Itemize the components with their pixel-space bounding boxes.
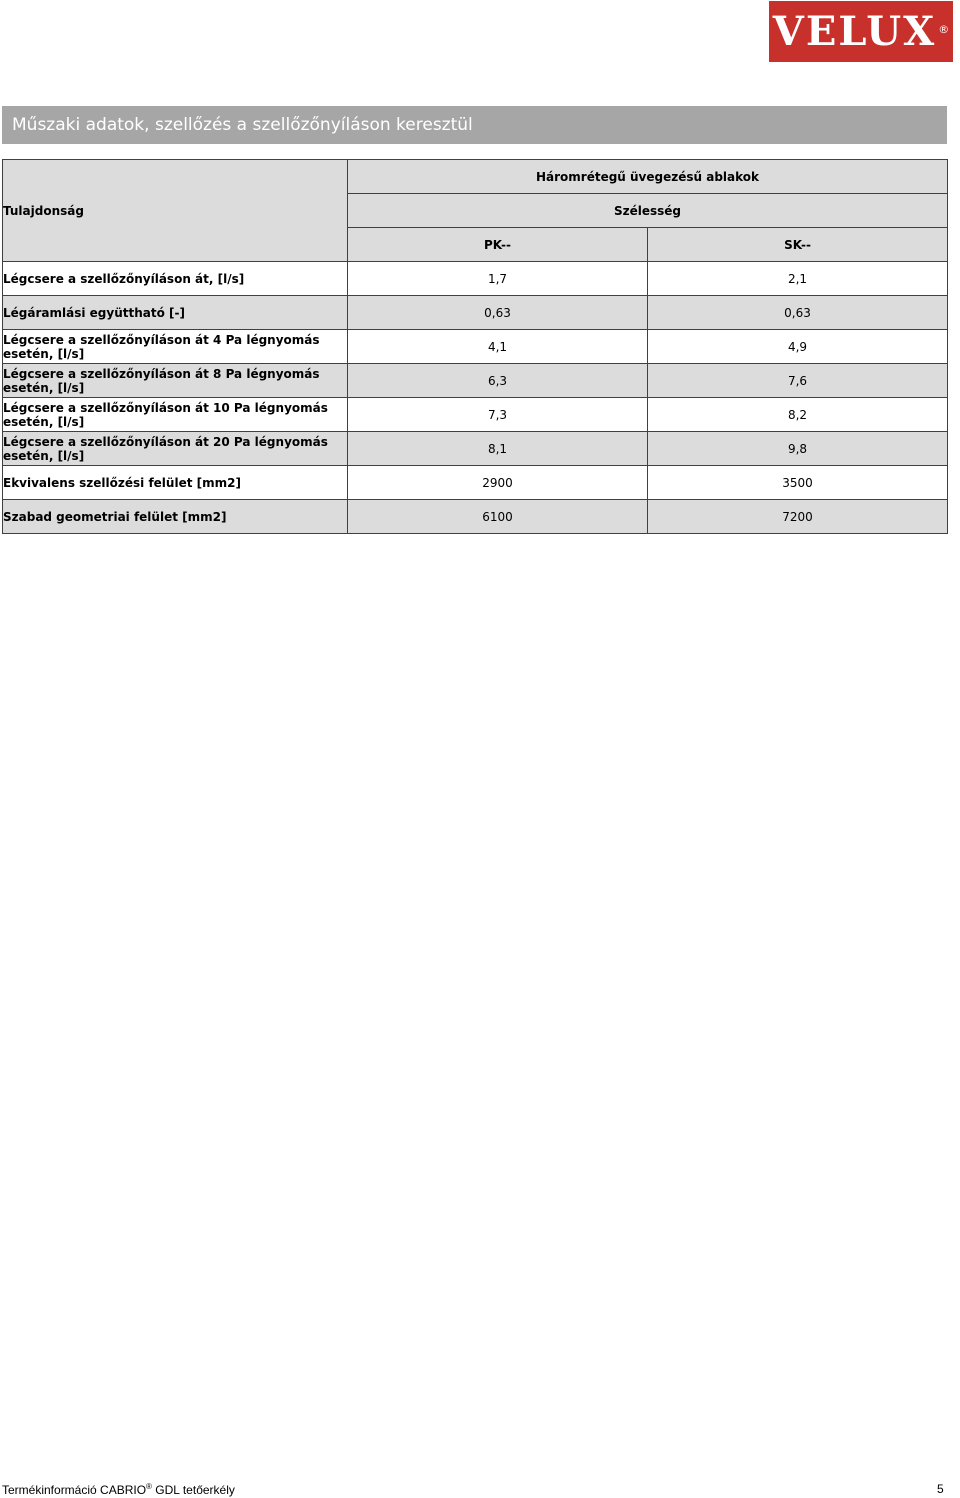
row-label: Ekvivalens szellőzési felület [mm2]: [3, 466, 348, 500]
section-title-bar: [2, 106, 947, 144]
cell-pk: 2900: [348, 466, 648, 500]
row-label: Légcsere a szellőzőnyíláson át 4 Pa légnyomás esetén, [l/s]: [3, 330, 348, 364]
cell-sk: 8,2: [648, 398, 948, 432]
footer-product-prefix: Termékinformáció CABRIO: [2, 1483, 147, 1497]
table-row: [3, 398, 948, 432]
spec-table: [2, 159, 948, 534]
cell-sk: 2,1: [648, 262, 948, 296]
cell-sk: 7,6: [648, 364, 948, 398]
cell-pk: 0,63: [348, 296, 648, 330]
page-number: 5: [937, 1482, 944, 1496]
table-row: [3, 466, 948, 500]
cell-pk: 6,3: [348, 364, 648, 398]
group-header: Háromrétegű üvegezésű ablakok: [348, 160, 948, 194]
footer-product-suffix: GDL tetőerkély: [151, 1483, 235, 1497]
cell-sk: 3500: [648, 466, 948, 500]
row-label: Légcsere a szellőzőnyíláson át, [l/s]: [3, 262, 348, 296]
row-label: Szabad geometriai felület [mm2]: [3, 500, 348, 534]
velux-logo: [769, 1, 953, 62]
cell-sk: 9,8: [648, 432, 948, 466]
table-row: [3, 296, 948, 330]
footer-product: [2, 1482, 235, 1497]
row-label: Légcsere a szellőzőnyíláson át 20 Pa légnyomás esetén, [l/s]: [3, 432, 348, 466]
row-label: Légcsere a szellőzőnyíláson át 8 Pa légnyomás esetén, [l/s]: [3, 364, 348, 398]
row-label: Légcsere a szellőzőnyíláson át 10 Pa légnyomás esetén, [l/s]: [3, 398, 348, 432]
logo-text: VELUX: [772, 7, 937, 55]
header-row-group: [3, 160, 948, 194]
row-label: Légáramlási együttható [-]: [3, 296, 348, 330]
cell-pk: 4,1: [348, 330, 648, 364]
table-row: [3, 330, 948, 364]
section-title: Műszaki adatok, szellőzés a szellőzőnyíláson keresztül: [12, 115, 473, 135]
cell-pk: 6100: [348, 500, 648, 534]
table-row: [3, 364, 948, 398]
column-header-sk: SK--: [648, 228, 948, 262]
property-header: Tulajdonság: [3, 160, 348, 262]
width-header: Szélesség: [348, 194, 948, 228]
cell-sk: 0,63: [648, 296, 948, 330]
cell-sk: 4,9: [648, 330, 948, 364]
cell-sk: 7200: [648, 500, 948, 534]
footer-registered-mark: ®: [146, 1482, 152, 1491]
table-row: [3, 500, 948, 534]
cell-pk: 1,7: [348, 262, 648, 296]
table-row: [3, 432, 948, 466]
column-header-pk: PK--: [348, 228, 648, 262]
logo-registered-mark: ®: [938, 23, 950, 36]
cell-pk: 8,1: [348, 432, 648, 466]
table-row: [3, 262, 948, 296]
cell-pk: 7,3: [348, 398, 648, 432]
